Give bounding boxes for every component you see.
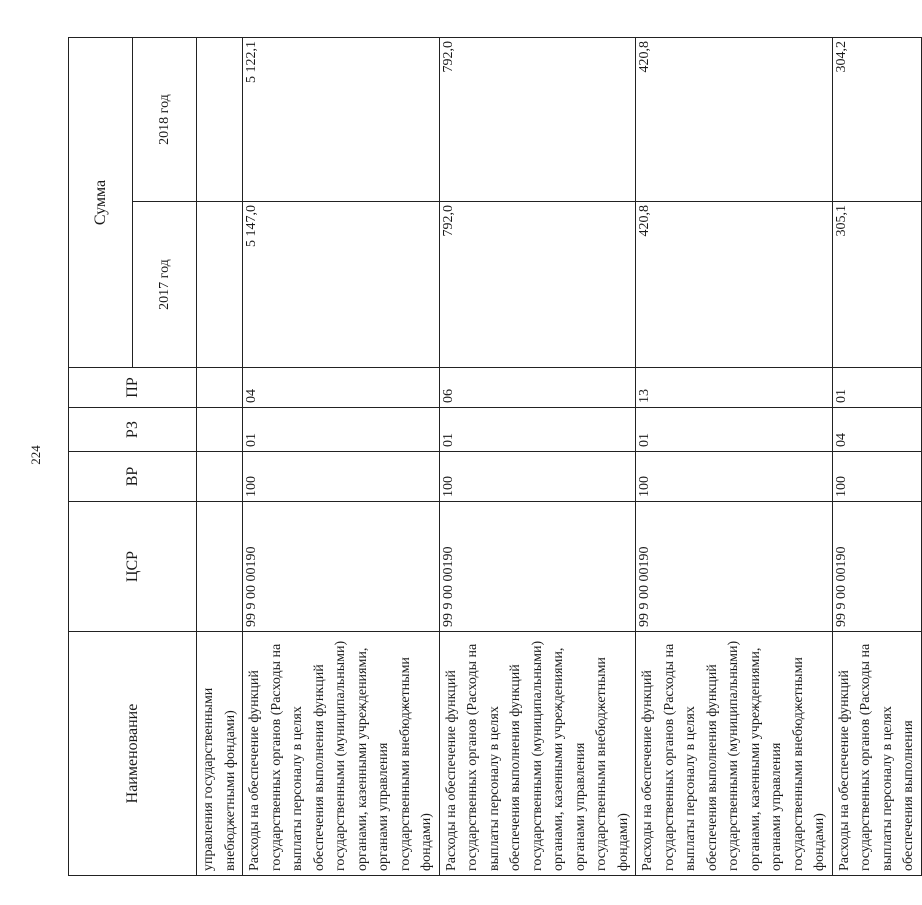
row-pr: 06 — [439, 368, 636, 408]
table-row — [243, 38, 440, 876]
row-csr — [197, 502, 243, 632]
header-name: Наименование — [69, 632, 197, 876]
header-rz: РЗ — [69, 408, 197, 452]
row-vr: 100 — [439, 452, 636, 502]
row-rz: 01 — [636, 408, 833, 452]
row-2018 — [197, 38, 243, 202]
row-rz — [197, 408, 243, 452]
row-csr: 99 9 00 00190 — [636, 502, 833, 632]
row-2017: 5 147,0 — [243, 202, 440, 368]
row-rz: 01 — [439, 408, 636, 452]
row-2018: 420,8 — [636, 38, 833, 202]
row-vr: 100 — [243, 452, 440, 502]
header-row-top — [69, 38, 133, 876]
row-csr: 99 9 00 00190 — [439, 502, 636, 632]
header-pr: ПР — [69, 368, 197, 408]
table-row — [197, 38, 243, 876]
row-vr: 100 — [832, 452, 921, 502]
row-2018: 304,2 — [832, 38, 921, 202]
header-vr: ВР — [69, 452, 197, 502]
row-name: Расходы на обеспечение функций государственных органов (Расходы на выплаты персоналу в целях обеспечения выполнения функций государственными (муниципальными) органами, казенными учреждениями, органами управления государственными внебюджетными фондами) — [439, 632, 636, 876]
row-2017 — [197, 202, 243, 368]
row-name: Расходы на обеспечение функций государственных органов (Расходы на выплаты персоналу в целях обеспечения выполнения функций государственными (муниципальными) органами, казенными учреждениями, органами управления государственными внебюджетными фондами) — [243, 632, 440, 876]
row-vr: 100 — [636, 452, 833, 502]
budget-table — [68, 37, 922, 876]
row-rz: 04 — [832, 408, 921, 452]
header-2017: 2017 год — [133, 202, 197, 368]
row-vr — [197, 452, 243, 502]
row-name: управления государственными внебюджетными фондами) — [197, 632, 243, 876]
row-name: Расходы на обеспечение функций государственных органов (Расходы на выплаты персоналу в целях обеспечения выполнения — [832, 632, 921, 876]
row-2017: 792,0 — [439, 202, 636, 368]
rotated-page — [68, 38, 916, 876]
row-2017: 305,1 — [832, 202, 921, 368]
table-row — [832, 38, 921, 876]
row-2018: 792,0 — [439, 38, 636, 202]
table-row — [636, 38, 833, 876]
row-2017: 420,8 — [636, 202, 833, 368]
row-csr: 99 9 00 00190 — [243, 502, 440, 632]
header-csr: ЦСР — [69, 502, 197, 632]
table-row — [439, 38, 636, 876]
row-csr: 99 9 00 00190 — [832, 502, 921, 632]
row-pr: 13 — [636, 368, 833, 408]
row-2018: 5 122,1 — [243, 38, 440, 202]
page-number: 224 — [28, 445, 43, 465]
row-pr: 01 — [832, 368, 921, 408]
header-2018: 2018 год — [133, 38, 197, 202]
row-name: Расходы на обеспечение функций государственных органов (Расходы на выплаты персоналу в целях обеспечения выполнения функций государственными (муниципальными) органами, казенными учреждениями, органами управления государственными внебюджетными фондами) — [636, 632, 833, 876]
row-rz: 01 — [243, 408, 440, 452]
header-sum: Сумма — [69, 38, 133, 368]
row-pr — [197, 368, 243, 408]
row-pr: 04 — [243, 368, 440, 408]
